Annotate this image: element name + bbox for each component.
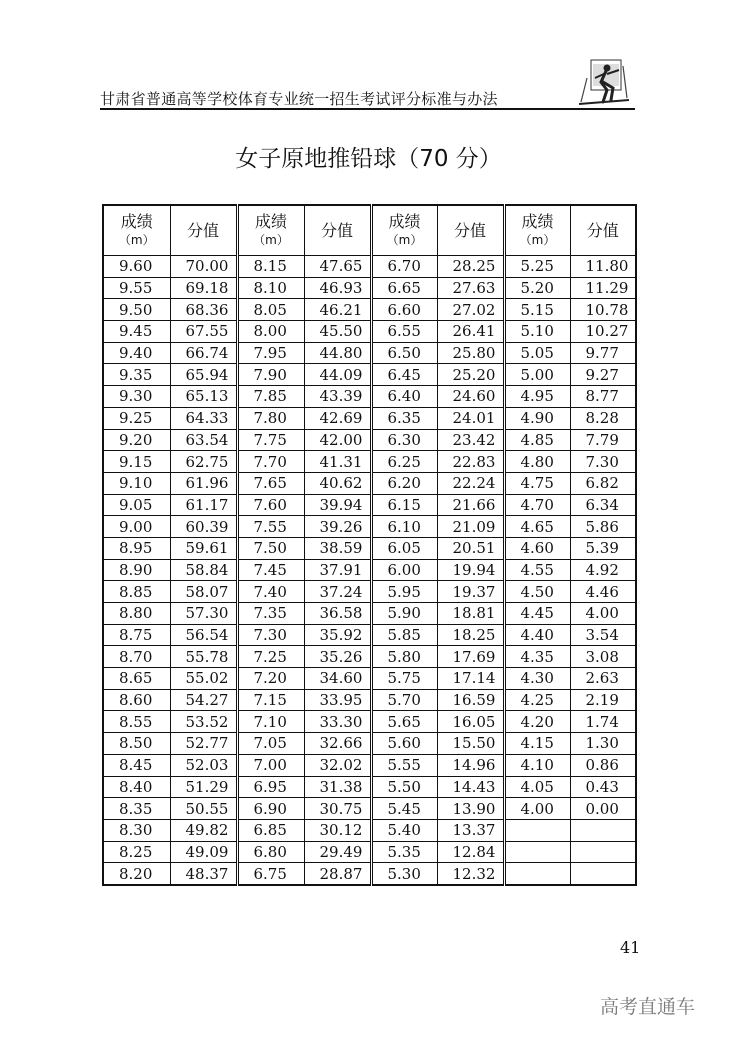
result-cell: 7.35 — [237, 603, 304, 625]
score-cell: 18.25 — [437, 624, 504, 646]
result-cell: 4.30 — [504, 668, 570, 690]
score-cell: 4.92 — [570, 559, 636, 581]
score-cell: 20.51 — [437, 537, 504, 559]
result-cell: 6.55 — [371, 321, 437, 343]
result-cell: 4.40 — [504, 624, 570, 646]
result-cell: 4.00 — [504, 798, 570, 820]
result-cell: 4.15 — [504, 733, 570, 755]
table-row — [103, 451, 636, 473]
result-cell: 6.90 — [237, 798, 304, 820]
result-cell: 5.20 — [504, 277, 570, 299]
score-cell: 0.00 — [570, 798, 636, 820]
score-cell: 4.46 — [570, 581, 636, 603]
score-cell: 23.42 — [437, 429, 504, 451]
result-cell: 4.55 — [504, 559, 570, 581]
score-cell: 56.54 — [170, 624, 237, 646]
result-cell: 5.95 — [371, 581, 437, 603]
score-cell: 12.84 — [437, 841, 504, 863]
result-cell: 7.95 — [237, 342, 304, 364]
score-cell: 33.95 — [304, 689, 371, 711]
score-cell: 21.66 — [437, 494, 504, 516]
result-cell: 8.85 — [103, 581, 170, 603]
table-row — [103, 819, 636, 841]
result-cell: 7.00 — [237, 754, 304, 776]
score-cell: 41.31 — [304, 451, 371, 473]
score-cell: 7.30 — [570, 451, 636, 473]
score-cell: 42.00 — [304, 429, 371, 451]
result-cell: 6.85 — [237, 819, 304, 841]
score-cell: 39.26 — [304, 516, 371, 538]
result-cell: 4.50 — [504, 581, 570, 603]
score-cell: 24.01 — [437, 407, 504, 429]
page-title: 女子原地推铅球（70 分） — [235, 146, 502, 172]
result-cell: 8.00 — [237, 321, 304, 343]
score-cell: 61.17 — [170, 494, 237, 516]
score-cell: 32.66 — [304, 733, 371, 755]
table-row — [103, 646, 636, 668]
score-cell: 6.34 — [570, 494, 636, 516]
result-cell: 7.45 — [237, 559, 304, 581]
table-row — [103, 754, 636, 776]
result-cell: 9.60 — [103, 256, 170, 278]
result-cell: 9.45 — [103, 321, 170, 343]
result-cell: 4.45 — [504, 603, 570, 625]
score-cell: 28.87 — [304, 863, 371, 885]
score-cell: 3.54 — [570, 624, 636, 646]
result-cell: 4.05 — [504, 776, 570, 798]
score-cell: 7.79 — [570, 429, 636, 451]
score-cell: 50.55 — [170, 798, 237, 820]
result-cell: 5.05 — [504, 342, 570, 364]
score-cell: 2.19 — [570, 689, 636, 711]
result-cell: 8.30 — [103, 819, 170, 841]
table-row — [103, 321, 636, 343]
score-cell: 57.30 — [170, 603, 237, 625]
result-cell: 5.10 — [504, 321, 570, 343]
result-cell: 7.55 — [237, 516, 304, 538]
table-row — [103, 559, 636, 581]
score-cell: 10.27 — [570, 321, 636, 343]
result-cell: 5.60 — [371, 733, 437, 755]
result-cell: 8.80 — [103, 603, 170, 625]
result-cell: 9.50 — [103, 299, 170, 321]
score-cell: 47.65 — [304, 256, 371, 278]
score-cell: 65.94 — [170, 364, 237, 386]
result-cell: 8.45 — [103, 754, 170, 776]
score-cell — [570, 841, 636, 863]
result-cell: 7.60 — [237, 494, 304, 516]
table-row — [103, 776, 636, 798]
result-cell: 5.45 — [371, 798, 437, 820]
result-cell: 6.35 — [371, 407, 437, 429]
score-cell: 29.49 — [304, 841, 371, 863]
result-cell: 8.70 — [103, 646, 170, 668]
table-row — [103, 429, 636, 451]
score-cell: 69.18 — [170, 277, 237, 299]
score-cell: 25.80 — [437, 342, 504, 364]
result-cell: 8.55 — [103, 711, 170, 733]
result-cell: 7.65 — [237, 472, 304, 494]
score-cell: 25.20 — [437, 364, 504, 386]
score-cell: 54.27 — [170, 689, 237, 711]
score-cell: 44.09 — [304, 364, 371, 386]
result-cell: 4.85 — [504, 429, 570, 451]
score-cell: 14.96 — [437, 754, 504, 776]
result-cell: 9.10 — [103, 472, 170, 494]
score-table — [102, 204, 637, 886]
score-cell: 22.24 — [437, 472, 504, 494]
table-row — [103, 537, 636, 559]
table-row — [103, 299, 636, 321]
result-cell: 4.70 — [504, 494, 570, 516]
score-cell: 42.69 — [304, 407, 371, 429]
result-cell: 7.10 — [237, 711, 304, 733]
watermark: 高考直通车 — [600, 996, 696, 1018]
result-cell: 6.00 — [371, 559, 437, 581]
result-cell: 4.25 — [504, 689, 570, 711]
score-cell: 28.25 — [437, 256, 504, 278]
result-cell — [504, 841, 570, 863]
score-cell: 8.77 — [570, 386, 636, 408]
result-cell: 7.85 — [237, 386, 304, 408]
result-cell: 8.90 — [103, 559, 170, 581]
score-cell: 0.86 — [570, 754, 636, 776]
score-cell: 52.77 — [170, 733, 237, 755]
score-cell: 65.13 — [170, 386, 237, 408]
result-cell: 6.05 — [371, 537, 437, 559]
table-header-row — [103, 205, 636, 256]
score-cell: 37.91 — [304, 559, 371, 581]
result-cell: 6.30 — [371, 429, 437, 451]
result-cell: 7.80 — [237, 407, 304, 429]
result-cell: 9.20 — [103, 429, 170, 451]
score-cell: 30.75 — [304, 798, 371, 820]
result-cell — [504, 863, 570, 885]
header-score: 分值 — [570, 205, 636, 256]
header-rule — [100, 108, 635, 110]
result-cell: 8.75 — [103, 624, 170, 646]
result-cell: 6.20 — [371, 472, 437, 494]
result-cell: 5.35 — [371, 841, 437, 863]
score-cell: 4.00 — [570, 603, 636, 625]
result-cell: 5.25 — [504, 256, 570, 278]
result-cell: 4.75 — [504, 472, 570, 494]
result-cell: 6.40 — [371, 386, 437, 408]
result-cell: 6.75 — [237, 863, 304, 885]
score-cell: 44.80 — [304, 342, 371, 364]
header-score: 分值 — [304, 205, 371, 256]
score-cell: 38.59 — [304, 537, 371, 559]
result-cell: 8.95 — [103, 537, 170, 559]
result-cell: 9.15 — [103, 451, 170, 473]
score-cell: 17.69 — [437, 646, 504, 668]
score-cell: 3.08 — [570, 646, 636, 668]
score-cell: 64.33 — [170, 407, 237, 429]
result-cell: 5.30 — [371, 863, 437, 885]
score-cell: 48.37 — [170, 863, 237, 885]
result-cell: 6.50 — [371, 342, 437, 364]
score-cell: 52.03 — [170, 754, 237, 776]
score-cell: 5.39 — [570, 537, 636, 559]
score-cell: 11.29 — [570, 277, 636, 299]
score-cell: 0.43 — [570, 776, 636, 798]
result-cell: 5.75 — [371, 668, 437, 690]
score-cell: 30.12 — [304, 819, 371, 841]
score-cell: 49.82 — [170, 819, 237, 841]
score-cell: 6.82 — [570, 472, 636, 494]
result-cell: 9.40 — [103, 342, 170, 364]
score-cell: 13.37 — [437, 819, 504, 841]
result-cell: 8.10 — [237, 277, 304, 299]
table-row — [103, 603, 636, 625]
result-cell: 6.15 — [371, 494, 437, 516]
score-cell: 12.32 — [437, 863, 504, 885]
table-row — [103, 733, 636, 755]
table-row — [103, 516, 636, 538]
result-cell: 5.50 — [371, 776, 437, 798]
score-cell: 1.30 — [570, 733, 636, 755]
result-cell — [504, 819, 570, 841]
result-cell: 4.35 — [504, 646, 570, 668]
result-cell: 4.65 — [504, 516, 570, 538]
result-cell: 7.05 — [237, 733, 304, 755]
table-row — [103, 668, 636, 690]
result-cell: 6.60 — [371, 299, 437, 321]
table-row — [103, 277, 636, 299]
result-cell: 8.05 — [237, 299, 304, 321]
score-cell: 9.77 — [570, 342, 636, 364]
score-cell: 70.00 — [170, 256, 237, 278]
result-cell: 7.75 — [237, 429, 304, 451]
score-cell — [570, 819, 636, 841]
score-cell: 55.02 — [170, 668, 237, 690]
score-cell: 45.50 — [304, 321, 371, 343]
result-cell: 5.70 — [371, 689, 437, 711]
score-cell: 33.30 — [304, 711, 371, 733]
result-cell: 5.00 — [504, 364, 570, 386]
result-cell: 8.15 — [237, 256, 304, 278]
table-row — [103, 256, 636, 278]
score-cell: 37.24 — [304, 581, 371, 603]
score-cell: 15.50 — [437, 733, 504, 755]
result-cell: 8.25 — [103, 841, 170, 863]
page-number: 41 — [620, 938, 641, 957]
table-row — [103, 581, 636, 603]
score-cell: 8.28 — [570, 407, 636, 429]
result-cell: 5.65 — [371, 711, 437, 733]
score-cell: 16.05 — [437, 711, 504, 733]
result-cell: 8.20 — [103, 863, 170, 885]
result-cell: 7.70 — [237, 451, 304, 473]
score-cell: 19.94 — [437, 559, 504, 581]
skier-logo-icon — [573, 58, 633, 108]
score-cell: 68.36 — [170, 299, 237, 321]
score-cell: 66.74 — [170, 342, 237, 364]
score-cell: 51.29 — [170, 776, 237, 798]
score-cell: 21.09 — [437, 516, 504, 538]
result-cell: 8.35 — [103, 798, 170, 820]
header-score: 分值 — [437, 205, 504, 256]
score-cell: 2.63 — [570, 668, 636, 690]
result-cell: 5.40 — [371, 819, 437, 841]
table-row — [103, 863, 636, 885]
score-cell: 32.02 — [304, 754, 371, 776]
header-result: 成绩 （m） — [237, 205, 304, 256]
score-cell: 40.62 — [304, 472, 371, 494]
score-cell: 1.74 — [570, 711, 636, 733]
header-result: 成绩 （m） — [371, 205, 437, 256]
result-cell: 6.65 — [371, 277, 437, 299]
result-cell: 6.45 — [371, 364, 437, 386]
result-cell: 7.30 — [237, 624, 304, 646]
table-row — [103, 342, 636, 364]
score-cell: 61.96 — [170, 472, 237, 494]
result-cell: 4.10 — [504, 754, 570, 776]
table-row — [103, 798, 636, 820]
result-cell: 5.15 — [504, 299, 570, 321]
result-cell: 5.85 — [371, 624, 437, 646]
score-cell: 59.61 — [170, 537, 237, 559]
result-cell: 7.90 — [237, 364, 304, 386]
table-row — [103, 494, 636, 516]
result-cell: 7.40 — [237, 581, 304, 603]
result-cell: 8.40 — [103, 776, 170, 798]
score-cell: 36.58 — [304, 603, 371, 625]
score-cell: 62.75 — [170, 451, 237, 473]
score-cell: 9.27 — [570, 364, 636, 386]
running-header: 甘肃省普通高等学校体育专业统一招生考试评分标准与办法 — [100, 90, 498, 108]
score-cell: 34.60 — [304, 668, 371, 690]
score-cell: 58.07 — [170, 581, 237, 603]
result-cell: 4.80 — [504, 451, 570, 473]
score-cell: 27.02 — [437, 299, 504, 321]
score-cell: 22.83 — [437, 451, 504, 473]
result-cell: 6.95 — [237, 776, 304, 798]
result-cell: 4.20 — [504, 711, 570, 733]
score-cell: 5.86 — [570, 516, 636, 538]
result-cell: 8.65 — [103, 668, 170, 690]
result-cell: 9.25 — [103, 407, 170, 429]
score-cell: 19.37 — [437, 581, 504, 603]
score-cell — [570, 863, 636, 885]
score-cell: 16.59 — [437, 689, 504, 711]
result-cell: 6.10 — [371, 516, 437, 538]
score-cell: 24.60 — [437, 386, 504, 408]
table-row — [103, 472, 636, 494]
score-cell: 58.84 — [170, 559, 237, 581]
score-cell: 39.94 — [304, 494, 371, 516]
header-score: 分值 — [170, 205, 237, 256]
score-cell: 46.21 — [304, 299, 371, 321]
table-row — [103, 689, 636, 711]
result-cell: 9.30 — [103, 386, 170, 408]
result-cell: 5.80 — [371, 646, 437, 668]
table-row — [103, 386, 636, 408]
table-row — [103, 364, 636, 386]
score-cell: 55.78 — [170, 646, 237, 668]
score-cell: 11.80 — [570, 256, 636, 278]
score-cell: 26.41 — [437, 321, 504, 343]
table-row — [103, 624, 636, 646]
result-cell: 8.50 — [103, 733, 170, 755]
score-cell: 27.63 — [437, 277, 504, 299]
result-cell: 9.35 — [103, 364, 170, 386]
result-cell: 7.20 — [237, 668, 304, 690]
score-cell: 53.52 — [170, 711, 237, 733]
score-cell: 13.90 — [437, 798, 504, 820]
result-cell: 4.95 — [504, 386, 570, 408]
score-cell: 63.54 — [170, 429, 237, 451]
result-cell: 6.25 — [371, 451, 437, 473]
score-cell: 35.26 — [304, 646, 371, 668]
score-cell: 18.81 — [437, 603, 504, 625]
result-cell: 6.70 — [371, 256, 437, 278]
score-cell: 31.38 — [304, 776, 371, 798]
result-cell: 8.60 — [103, 689, 170, 711]
result-cell: 6.80 — [237, 841, 304, 863]
score-cell: 17.14 — [437, 668, 504, 690]
header-result: 成绩 （m） — [103, 205, 170, 256]
score-cell: 35.92 — [304, 624, 371, 646]
score-cell: 60.39 — [170, 516, 237, 538]
result-cell: 7.15 — [237, 689, 304, 711]
result-cell: 9.00 — [103, 516, 170, 538]
result-cell: 9.55 — [103, 277, 170, 299]
result-cell: 7.25 — [237, 646, 304, 668]
table-row — [103, 407, 636, 429]
result-cell: 5.90 — [371, 603, 437, 625]
result-cell: 7.50 — [237, 537, 304, 559]
header-result: 成绩 （m） — [504, 205, 570, 256]
result-cell: 4.90 — [504, 407, 570, 429]
table-row — [103, 711, 636, 733]
score-cell: 10.78 — [570, 299, 636, 321]
score-cell: 43.39 — [304, 386, 371, 408]
score-cell: 46.93 — [304, 277, 371, 299]
table-row — [103, 841, 636, 863]
score-cell: 67.55 — [170, 321, 237, 343]
result-cell: 4.60 — [504, 537, 570, 559]
result-cell: 9.05 — [103, 494, 170, 516]
result-cell: 5.55 — [371, 754, 437, 776]
score-cell: 49.09 — [170, 841, 237, 863]
score-cell: 14.43 — [437, 776, 504, 798]
